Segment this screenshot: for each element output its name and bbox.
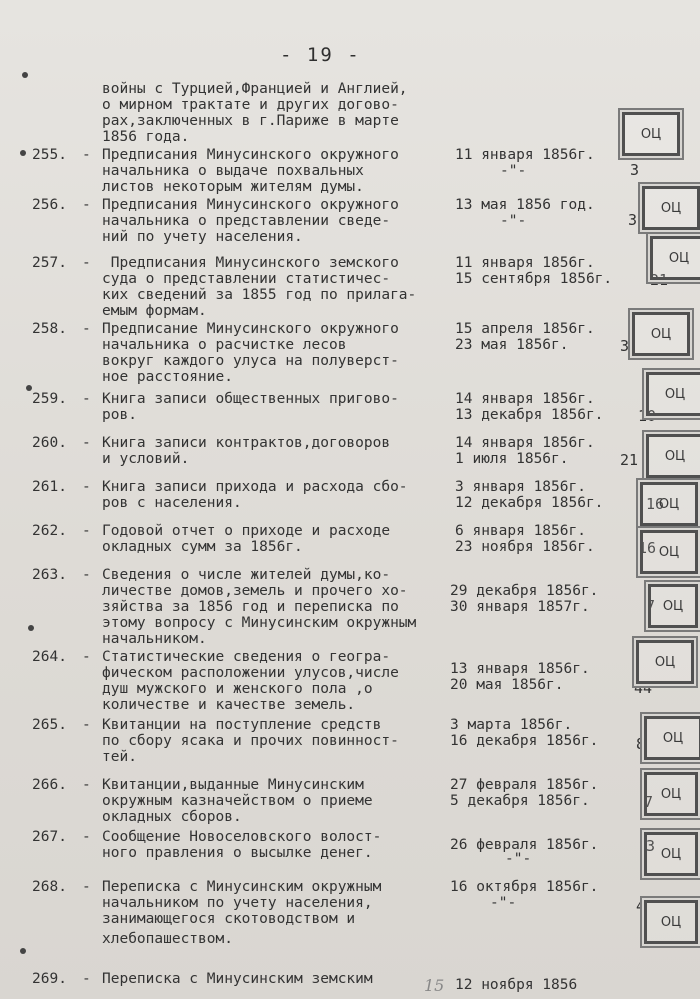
intro-line: рах,заключенных в г.Париже в марте xyxy=(102,113,399,129)
entry-date: 26 февраля 1856г. xyxy=(450,837,599,853)
entry-dash: - xyxy=(82,567,91,583)
entry-count: 44 xyxy=(634,679,653,697)
entry-date: 11 января 1856г. xyxy=(455,147,595,163)
entry-date: 6 января 1856г. xyxy=(455,523,586,539)
entry-number: 255. xyxy=(32,147,67,163)
entry-number: 257. xyxy=(32,255,67,271)
entry-text-line: зяйства за 1856 год и переписка по xyxy=(102,599,399,615)
entry-number: 268. xyxy=(32,879,67,895)
oc-stamp: ОЦ xyxy=(648,584,698,628)
entry-text-line: вокруг каждого улуса на полуверст- xyxy=(102,353,399,369)
entry-text-line: хлебопашеством. xyxy=(102,931,233,947)
entry-text-line: окружным казначейством о приеме xyxy=(102,793,373,809)
entry-count: 8 xyxy=(636,735,646,753)
entry-date: 30 января 1857г. xyxy=(450,599,590,615)
entry-count: 7 xyxy=(646,597,656,615)
entry-date: 15 апреля 1856г. xyxy=(455,321,595,337)
entry-text-line: листов некоторым жителям думы. xyxy=(102,179,364,195)
entry-text-line: этому вопросу с Минусинским окружным xyxy=(102,615,417,631)
entry-count: 3 xyxy=(620,337,630,355)
entry-text-line: емым формам. xyxy=(102,303,207,319)
entry-dash: - xyxy=(82,777,91,793)
entry-number: 260. xyxy=(32,435,67,451)
oc-stamp: ОЦ xyxy=(636,640,694,684)
entry-date: 11 января 1856г. xyxy=(455,255,595,271)
entry-text-line: Предписания Минусинского земского xyxy=(102,255,399,271)
entry-number: 256. xyxy=(32,197,67,213)
entry-date: -"- xyxy=(500,213,527,229)
entry-number: 266. xyxy=(32,777,67,793)
entry-dash: - xyxy=(82,255,91,271)
entry-number: 269. xyxy=(32,971,67,987)
entry-dash: - xyxy=(82,649,91,665)
entry-text-line: начальником. xyxy=(102,631,207,647)
entry-number: 261. xyxy=(32,479,67,495)
entry-text-line: фическом расположении улусов,числе xyxy=(102,665,399,681)
entry-date: 14 января 1856г. xyxy=(455,435,595,451)
oc-stamp: ОЦ xyxy=(622,112,680,156)
entry-text-line: Статистические сведения о геогра- xyxy=(102,649,391,665)
entry-number: 258. xyxy=(32,321,67,337)
entry-count: 16 xyxy=(638,539,657,557)
entry-number: 265. xyxy=(32,717,67,733)
entry-dash: - xyxy=(82,147,91,163)
entry-text-line: душ мужского и женского пола ,о xyxy=(102,681,373,697)
entry-date: 16 октября 1856г. xyxy=(450,879,599,895)
entry-dash: - xyxy=(82,321,91,337)
entry-count: 4 xyxy=(636,897,646,915)
entry-text-line: ров. xyxy=(102,407,137,423)
oc-stamp: ОЦ xyxy=(644,832,698,876)
entry-text-line: начальника о выдаче похвальных xyxy=(102,163,364,179)
entry-dash: - xyxy=(82,829,91,845)
entry-date: 1 июля 1856г. xyxy=(455,451,569,467)
intro-line: 1856 года. xyxy=(102,129,190,145)
entry-text-line: окладных сумм за 1856г. xyxy=(102,539,303,555)
oc-stamp: ОЦ xyxy=(644,772,698,816)
entry-text-line: ное расстояние. xyxy=(102,369,233,385)
entry-date: 12 ноября 1856 xyxy=(455,977,578,993)
entry-text-line: окладных сборов. xyxy=(102,809,242,825)
entry-dash: - xyxy=(82,435,91,451)
entry-date: 3 января 1856г. xyxy=(455,479,586,495)
entry-text-line: Квитанции на поступление средств xyxy=(102,717,382,733)
entry-dash: - xyxy=(82,717,91,733)
entry-date: 3 марта 1856г. xyxy=(450,717,573,733)
oc-stamp: ОЦ xyxy=(642,186,700,230)
intro-line: войны с Турцией,Францией и Англией, xyxy=(102,81,408,97)
punch-hole xyxy=(28,625,34,631)
entry-dash: - xyxy=(82,971,91,987)
entry-count: 3 xyxy=(628,211,638,229)
entry-number: 259. xyxy=(32,391,67,407)
punch-hole xyxy=(20,948,26,954)
entry-text-line: и условий. xyxy=(102,451,190,467)
entry-date: 29 декабря 1856г. xyxy=(450,583,599,599)
entry-text-line: начальника о расчистке лесов xyxy=(102,337,347,353)
entry-date: 13 декабря 1856г. xyxy=(455,407,604,423)
entry-date: 20 мая 1856г. xyxy=(450,677,564,693)
entry-count: 7 xyxy=(644,793,654,811)
entry-text-line: Сведения о числе жителей думы,ко- xyxy=(102,567,391,583)
entry-number: 263. xyxy=(32,567,67,583)
entry-date: 12 декабря 1856г. xyxy=(455,495,604,511)
intro-line: о мирном трактате и других догово- xyxy=(102,97,399,113)
punch-hole xyxy=(20,150,26,156)
entry-text-line: по сбору ясака и прочих повинност- xyxy=(102,733,399,749)
page-number: - 19 - xyxy=(280,44,361,66)
punch-hole xyxy=(22,72,28,78)
handwritten-mark: 15 xyxy=(424,976,445,995)
oc-stamp: ОЦ xyxy=(650,236,700,280)
entry-text-line: тей. xyxy=(102,749,137,765)
entry-date: 23 ноября 1856г. xyxy=(455,539,595,555)
entry-text-line: Переписка с Минусинским окружным xyxy=(102,879,382,895)
oc-stamp: ОЦ xyxy=(646,434,700,478)
entry-text-line: Предписание Минусинского окружного xyxy=(102,321,399,337)
entry-date: 14 января 1856г. xyxy=(455,391,595,407)
entry-date: -"- xyxy=(505,851,532,867)
entry-count: 3 xyxy=(630,161,640,179)
entry-text-line: начальника о представлении сведе- xyxy=(102,213,391,229)
entry-text-line: Книга записи прихода и расхода сбо- xyxy=(102,479,408,495)
oc-stamp: ОЦ xyxy=(644,716,700,760)
oc-stamp: ОЦ xyxy=(640,482,698,526)
entry-dash: - xyxy=(82,479,91,495)
entry-dash: - xyxy=(82,197,91,213)
entry-text-line: Предписания Минусинского окружного xyxy=(102,147,399,163)
entry-number: 264. xyxy=(32,649,67,665)
oc-stamp: ОЦ xyxy=(632,312,690,356)
entry-dash: - xyxy=(82,391,91,407)
entry-number: 262. xyxy=(32,523,67,539)
entry-text-line: начальником по учету населения, xyxy=(102,895,373,911)
entry-text-line: количестве и качестве земель. xyxy=(102,697,356,713)
entry-date: -"- xyxy=(500,163,527,179)
entry-text-line: Годовой отчет о приходе и расходе xyxy=(102,523,391,539)
entry-dash: - xyxy=(82,879,91,895)
entry-count: 21 xyxy=(620,451,639,469)
entry-count: 21 xyxy=(650,271,669,289)
entry-date: -"- xyxy=(490,895,517,911)
entry-text-line: Книга записи контрактов,договоров xyxy=(102,435,391,451)
oc-stamp: ОЦ xyxy=(640,530,698,574)
entry-number: 267. xyxy=(32,829,67,845)
entry-date: 15 сентября 1856г. xyxy=(455,271,613,287)
entry-count: 16 xyxy=(646,495,665,513)
entry-text-line: Квитанции,выданные Минусинским xyxy=(102,777,364,793)
entry-text-line: Сообщение Новоселовского волост- xyxy=(102,829,382,845)
entry-date: 23 мая 1856г. xyxy=(455,337,569,353)
entry-text-line: ного правления о высылке денег. xyxy=(102,845,373,861)
entry-date: 13 мая 1856 год. xyxy=(455,197,595,213)
entry-count: 10 xyxy=(638,407,657,425)
entry-text-line: суда о представлении статистичес- xyxy=(102,271,391,287)
entry-text-line: Предписания Минусинского окружного xyxy=(102,197,399,213)
entry-count: 3 xyxy=(646,837,656,855)
entry-date: 5 декабря 1856г. xyxy=(450,793,590,809)
entry-date: 16 декабря 1856г. xyxy=(450,733,599,749)
entry-text-line: Переписка с Минусинским земским xyxy=(102,971,373,987)
oc-stamp: ОЦ xyxy=(644,900,698,944)
entry-text-line: ний по учету населения. xyxy=(102,229,303,245)
entry-dash: - xyxy=(82,523,91,539)
entry-text-line: ких сведений за 1855 год по прилага- xyxy=(102,287,417,303)
entry-date: 13 января 1856г. xyxy=(450,661,590,677)
entry-text-line: ров с населения. xyxy=(102,495,242,511)
oc-stamp: ОЦ xyxy=(646,372,700,416)
entry-text-line: занимающегося скотоводством и xyxy=(102,911,356,927)
entry-date: 27 февраля 1856г. xyxy=(450,777,599,793)
entry-text-line: Книга записи общественных пригово- xyxy=(102,391,399,407)
entry-text-line: личестве домов,земель и прочего хо- xyxy=(102,583,408,599)
